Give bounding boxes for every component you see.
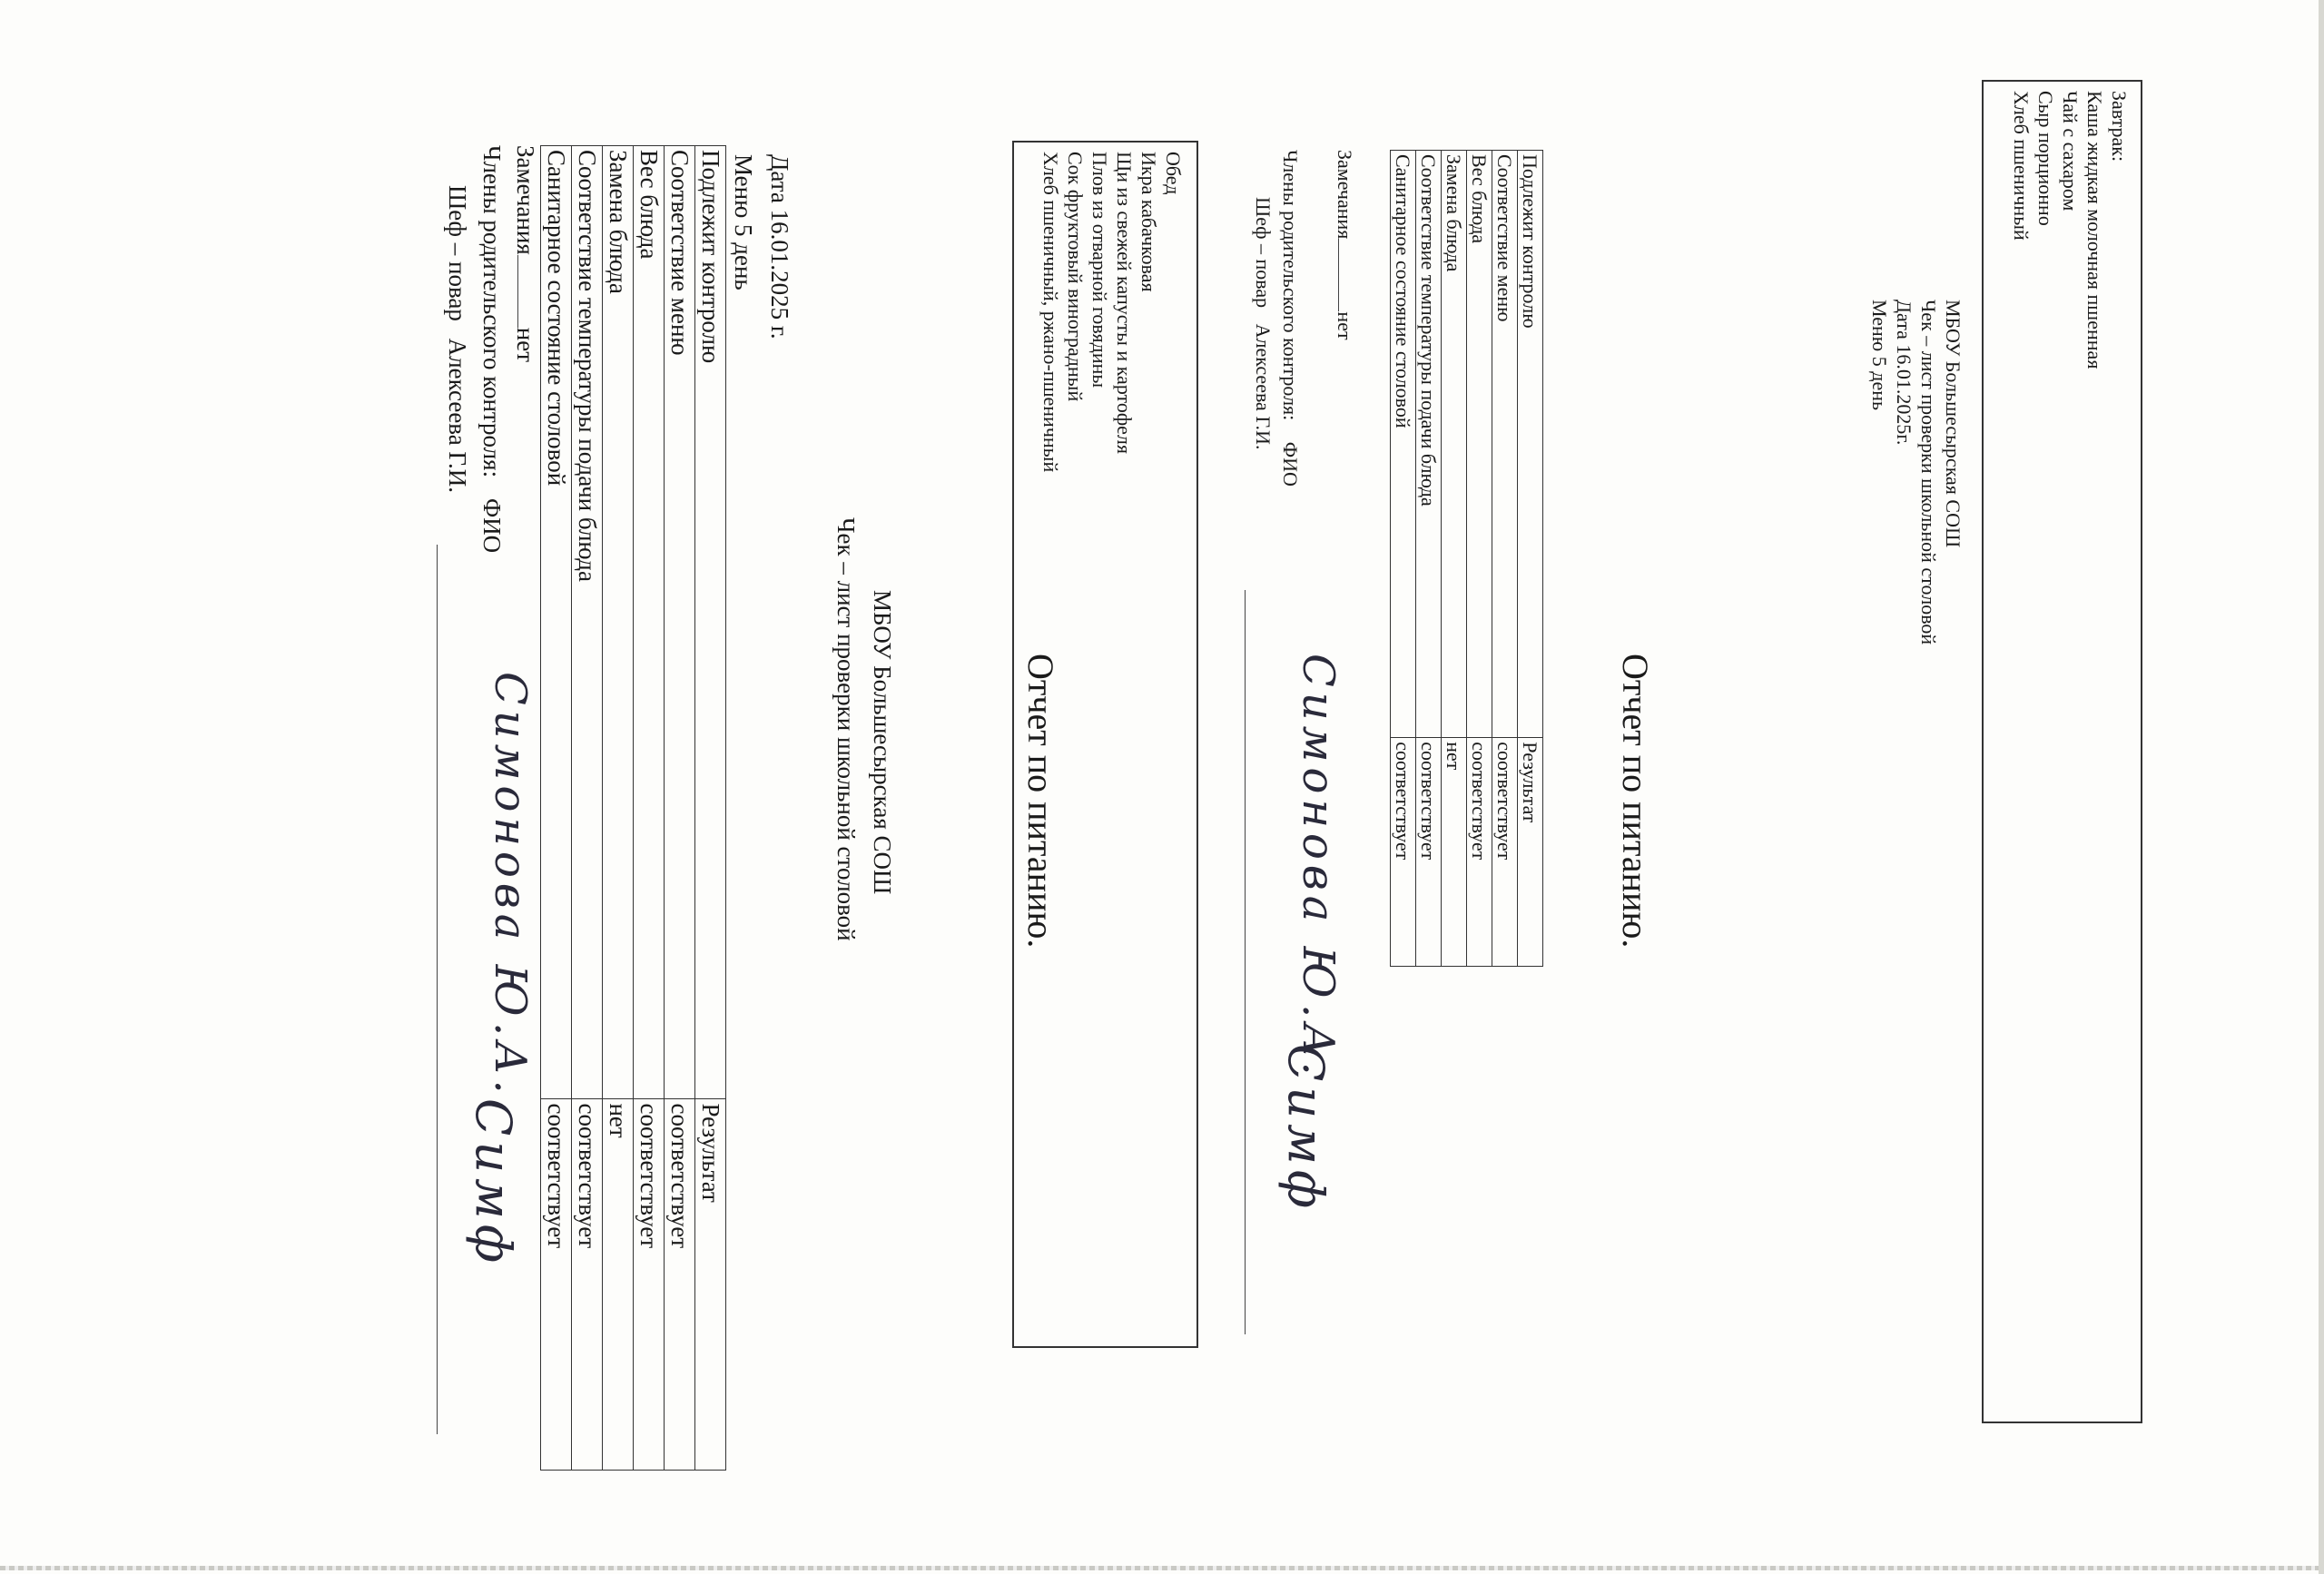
control-item: Санитарное состояние столовой <box>541 146 572 1099</box>
report1-title: Отчет по питанию. <box>1615 654 1656 949</box>
report1-menu-box <box>1982 80 2142 1423</box>
menu-line: Чай с сахаром <box>2059 91 2082 212</box>
report1-menu-lines <box>2009 91 2132 369</box>
control-item: Соответствие температуры подачи блюда <box>1416 151 1442 738</box>
report2-remarks <box>510 145 540 362</box>
table-row <box>1492 151 1518 967</box>
control-result: соответствует <box>634 1099 665 1471</box>
report-date: Дата 16.01.2025г. <box>1893 300 1915 446</box>
table-row <box>541 146 572 1471</box>
signature-line <box>437 545 438 1434</box>
report1-handwritten-fio: Симонова Ю.А. <box>1293 654 1344 1081</box>
members-label: Члены родительского контроля: <box>1279 150 1302 421</box>
menu-day: Меню 5 день <box>1868 300 1891 411</box>
chef-label: Шеф – повар <box>444 185 471 321</box>
table-row <box>1442 151 1467 967</box>
report1-checklist-table <box>1390 150 1543 967</box>
chef-name: Алексеева Г.И. <box>1252 323 1275 450</box>
menu-line: Щи из свежей капусты и картофеля <box>1113 152 1136 454</box>
report2-menu-day: Меню 5 день <box>730 154 757 290</box>
report1-remarks <box>1333 150 1357 340</box>
control-item: Подлежит контролю <box>1518 151 1543 738</box>
report1-chef <box>1251 150 1275 449</box>
table-row <box>1416 151 1442 967</box>
report2-handwritten-sign: Симф <box>465 1098 522 1269</box>
scan-artifact <box>0 1566 2324 1570</box>
signature-line <box>1245 590 1246 1334</box>
control-result: соответствует <box>1391 738 1416 967</box>
menu-line: Хлеб пшеничный <box>2010 91 2033 241</box>
control-item: Вес блюда <box>1467 151 1492 738</box>
report2-chef <box>442 145 472 493</box>
control-result: нет <box>1442 738 1467 967</box>
fio-label: ФИО <box>478 497 506 554</box>
control-result: соответствует <box>541 1099 572 1471</box>
remarks-label: Замечания <box>512 145 539 255</box>
control-item: Вес блюда <box>634 146 665 1099</box>
members-label: Члены родительского контроля: <box>478 145 506 478</box>
report2-date: Дата 16.01.2025 г. <box>766 154 793 339</box>
report2-checklist-table <box>540 145 726 1471</box>
control-item: Соответствие меню <box>665 146 695 1099</box>
control-result: Результат <box>695 1099 726 1471</box>
control-item: Соответствие меню <box>1492 151 1518 738</box>
checklist-title: Чек – лист проверки школьной столовой <box>1917 300 1940 645</box>
report1-members <box>1278 150 1303 487</box>
control-result: соответствует <box>1467 738 1492 967</box>
control-result: соответствует <box>665 1099 695 1471</box>
report2-menu-box <box>1012 141 1198 1348</box>
table-row <box>1518 151 1543 967</box>
chef-label: Шеф – повар <box>1252 197 1275 309</box>
table-row <box>1467 151 1492 967</box>
menu-line: Сыр порционно <box>2034 91 2057 226</box>
menu-line: Каша жидкая молочная пшенная <box>2083 91 2106 369</box>
table-row <box>603 146 634 1471</box>
menu-line: Плов из отварной говядины <box>1088 152 1111 389</box>
report1-handwritten-sign: Симф <box>1277 1044 1334 1215</box>
report2-checklist-title: Чек – лист проверки школьной столовой <box>832 517 860 941</box>
control-result: соответствует <box>1492 738 1518 967</box>
table-row <box>695 146 726 1471</box>
remarks-value: нет <box>1334 311 1356 340</box>
school-name: МБОУ Большесырская СОШ <box>1942 300 1965 548</box>
table-row <box>634 146 665 1471</box>
control-result: Результат <box>1518 738 1543 967</box>
menu-line: Икра кабачковая <box>1137 152 1160 292</box>
remarks-label: Замечания <box>1334 150 1356 240</box>
control-item: Замена блюда <box>603 146 634 1099</box>
table-row <box>665 146 695 1471</box>
chef-name: Алексеева Г.И. <box>444 338 471 493</box>
fio-label: ФИО <box>1279 441 1302 487</box>
report2-handwritten-fio: Симонова Ю.А. <box>485 672 536 1099</box>
menu-line: Хлеб пшеничный, ржано-пшеничный <box>1039 152 1062 473</box>
control-result: соответствует <box>1416 738 1442 967</box>
report2-menu-lines <box>1039 152 1186 472</box>
menu-line: Завтрак: <box>2108 91 2131 162</box>
page-edge <box>2319 0 2324 1574</box>
control-item: Санитарное состояние столовой <box>1391 151 1416 738</box>
control-item: Подлежит контролю <box>695 146 726 1099</box>
remarks-value: нет <box>512 327 539 363</box>
control-result: нет <box>603 1099 634 1471</box>
report2-members <box>477 145 507 553</box>
menu-line: Сок фруктовый виноградный <box>1064 152 1087 402</box>
control-item: Соответствие температуры подачи блюда <box>572 146 603 1099</box>
report1-header-lines <box>1867 300 1965 644</box>
control-item: Замена блюда <box>1442 151 1467 738</box>
table-row <box>572 146 603 1471</box>
menu-line: Обед <box>1162 152 1185 195</box>
control-result: соответствует <box>572 1099 603 1471</box>
report2-school: МБОУ Большесырская СОШ <box>869 590 896 895</box>
table-row <box>1391 151 1416 967</box>
report2-title: Отчет по питанию. <box>1020 654 1061 949</box>
